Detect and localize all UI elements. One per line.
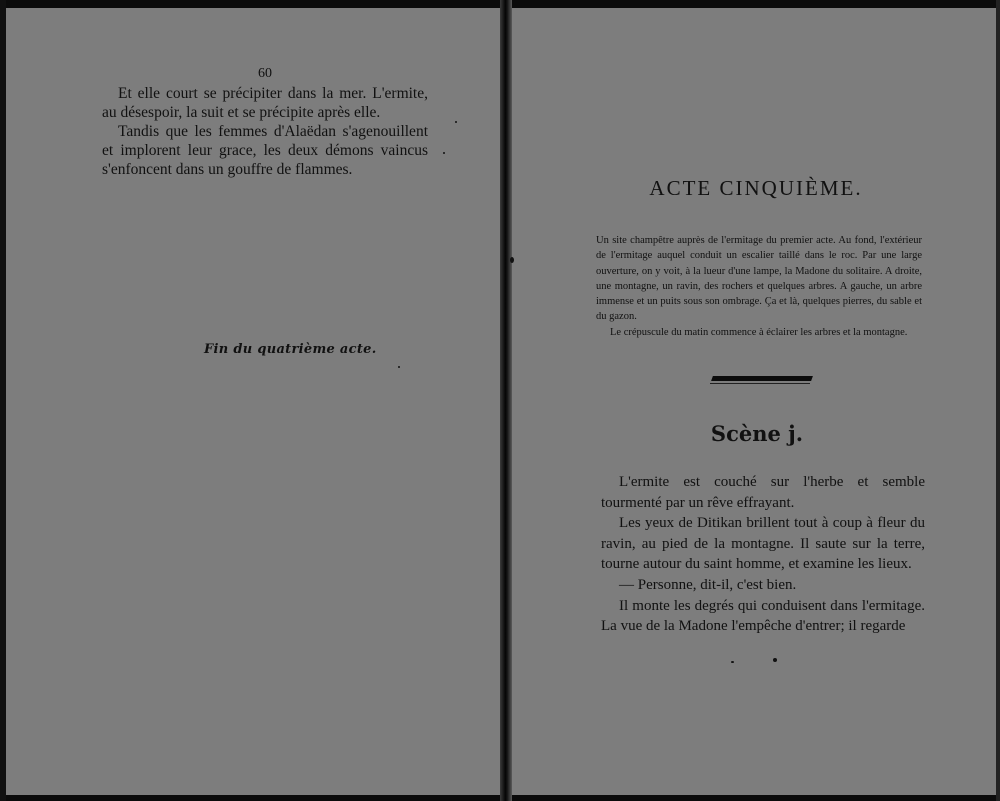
page-number: 60: [258, 66, 272, 81]
paragraph: Et elle court se précipiter dans la mer. L'ermite, au désespoir, la suit et se précipite après elle.: [102, 85, 428, 121]
paragraph: L'ermite est couché sur l'herbe et semble tourmenté par un rêve effrayant.: [601, 474, 925, 511]
stage-directions: [596, 233, 922, 340]
scene-title: Scène j.: [710, 421, 804, 446]
paragraph: Les yeux de Ditikan brillent tout à coup à fleur du ravin, au pied de la montagne. Il saute sur la terre, tourne autour du saint homme, et examine les lieux.: [601, 515, 925, 573]
end-of-act-note: Fin du quatrième acte.: [204, 342, 377, 357]
paragraph: — Personne, dit-il, c'est bien.: [619, 576, 797, 593]
paragraph: Tandis que les femmes d'Alaëdan s'agenouillent et implorent leur grace, les deux démons vaincus s'enfoncent dans un gouffre de flammes.: [102, 123, 428, 178]
book-gutter: [500, 0, 512, 801]
right-page-body: [601, 472, 925, 637]
left-page-body: [102, 84, 428, 179]
left-page: [6, 8, 500, 795]
paragraph: Il monte les degrés qui conduisent dans l'ermitage. La vue de la Madone l'empêche d'entrer; il regarde: [601, 597, 925, 635]
decorative-rule-thin: [710, 383, 810, 384]
right-page: [512, 8, 996, 795]
act-title: ACTE CINQUIÈME.: [649, 176, 863, 200]
stage-direction-paragraph: Un site champêtre auprès de l'ermitage du premier acte. Au fond, l'extérieur de l'ermitage auquel conduit un escalier taillé dans le roc. Par une large ouverture, on y voit, à la lueur d'une lampe, la Madone du solitaire. A droite, une montagne, un ravin, des rochers et quelques arbres. A gauche, un arbre immense et un puits sous son ombrage. Ça et là, quelques pierres, du sable et du gazon.: [596, 235, 922, 323]
decorative-rule: [711, 376, 813, 381]
scan-border-right: [996, 0, 1000, 801]
stage-direction-paragraph: Le crépuscule du matin commence à éclairer les arbres et la montagne.: [610, 326, 908, 338]
